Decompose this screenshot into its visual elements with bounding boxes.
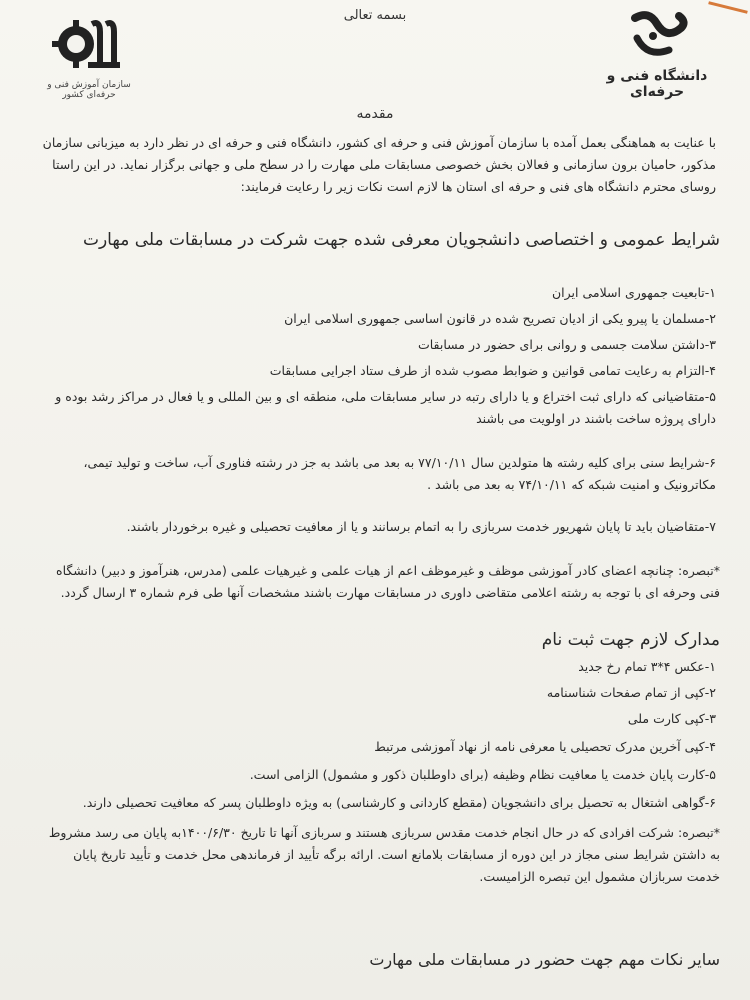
organization-logo: [34, 14, 144, 100]
document-item: ۴-کپی آخرین مدرک تحصیلی یا معرفی نامه از نهاد آموزشی مرتبط: [374, 739, 716, 754]
organization-logo-caption: سازمان آموزش فنی و حرفه‌ای کشور: [47, 80, 131, 100]
condition-item: ۱-تابعیت جمهوری اسلامی ایران: [551, 285, 716, 300]
document-item: ۲-کپی از تمام صفحات شناسنامه: [546, 685, 716, 700]
header-invocation: بسمه تعالی: [343, 8, 407, 23]
condition-item: ۳-داشتن سلامت جسمی و روانی برای حضور در مسابقات: [417, 337, 716, 352]
documents-note: *تبصره: شرکت افرادی که در حال انجام خدمت مقدس سربازی هستند و سربازی آنها تا تاریخ ۱۴۰۰/۶/۳۰به پایان می رسد مشروط به داشتن شرایط سنی مجاز در این دوره از مسابقات بلامانع است. ارائه برگه تأیید از فرماندهی محل خدمت و تأیید تاریخ پایان خدمت سربازان مشمول این تبصره الزامیست.: [48, 825, 720, 884]
university-logo: [592, 10, 722, 100]
university-logo-caption: دانشگاه فنی و حرفه‌ای: [606, 68, 708, 100]
conditions-heading: شرایط عمومی و اختصاصی دانشجویان معرفی شده جهت شرکت در مسابقات ملی مهارت: [82, 230, 720, 250]
document-item: ۶-گواهی اشتغال به تحصیل برای دانشجویان (مقطع کاردانی و کارشناسی) به ویژه داوطلبان پسر که معافیت تحصیلی دارند.: [82, 795, 716, 810]
documents-heading: مدارک لازم جهت ثبت نام: [541, 630, 720, 650]
condition-item: ۴-التزام به رعایت تمامی قوانین و ضوابط مصوب شده از طرف ستاد اجرایی مسابقات: [269, 363, 716, 378]
condition-item: ۲-مسلمان یا پیرو یکی از ادیان تصریح شده در قانون اساسی جمهوری اسلامی ایران: [284, 311, 716, 326]
condition-item: ۵-متقاضیانی که دارای ثبت اختراع و یا دارای رتبه در سایر مسابقات ملی، منطقه ای و بین المللی و یا فعال در مراکز رشد بوده و دارای پروژه ساخت باشند در اولویت می باشند: [55, 389, 716, 426]
intro-paragraph: با عنایت به هماهنگی بعمل آمده با سازمان آموزش فنی و حرفه ای کشور، دانشگاه فنی و حرفه ای در نظر دارد به میزبانی سازمان مذکور، حامیان برون سازمانی و فعالان بخش خصوصی مسابقات ملی مهارت را در سطح ملی و جهانی برگزار نماید. در این راستا روسای محترم دانشگاه های فنی و حرفه ای استان ها لازم است نکات زیر را رعایت فرمایند:: [42, 135, 716, 194]
gear-emblem-icon: [52, 14, 126, 74]
document-item: ۵-کارت پایان خدمت یا معافیت نظام وظیفه (برای داوطلبان ذکور و مشمول) الزامی است.: [249, 767, 716, 782]
conditions-note: *تبصره: چنانچه اعضای کادر آموزشی موظف و غیرموظف اعم از هیات علمی و غیرهیات علمی (مدرس، هنرآموز و دبیر) دانشگاه فنی وحرفه ای با توجه به رشته اعلامی متقاضی داوری در مسابقات مهارت باشند مشخصات آنها طی فرم شماره ۳ ارسال گردد.: [56, 563, 720, 600]
intro-title: مقدمه: [356, 106, 394, 122]
other-notes-heading: سایر نکات مهم جهت حضور در مسابقات ملی مهارت: [369, 950, 720, 969]
document-item: ۱-عکس ۴*۳ تمام رخ جدید: [578, 659, 716, 674]
condition-item: ۶-شرایط سنی برای کلیه رشته ها متولدین سال ۷۷/۱۰/۱۱ به بعد می باشد به جز در رشته فناوری آب، ساخت و تولید تیمی، مکاترونیک و امنیت شبکه که ۷۴/۱۰/۱۱ به بعد می باشد .: [83, 455, 716, 492]
university-emblem-icon: [617, 10, 697, 62]
condition-item: ۷-متقاضیان باید تا پایان شهریور خدمت سربازی را به اتمام برسانند و یا از معافیت تحصیلی و غیره برخوردار باشند.: [126, 519, 716, 534]
document-item: ۳-کپی کارت ملی: [627, 711, 716, 726]
